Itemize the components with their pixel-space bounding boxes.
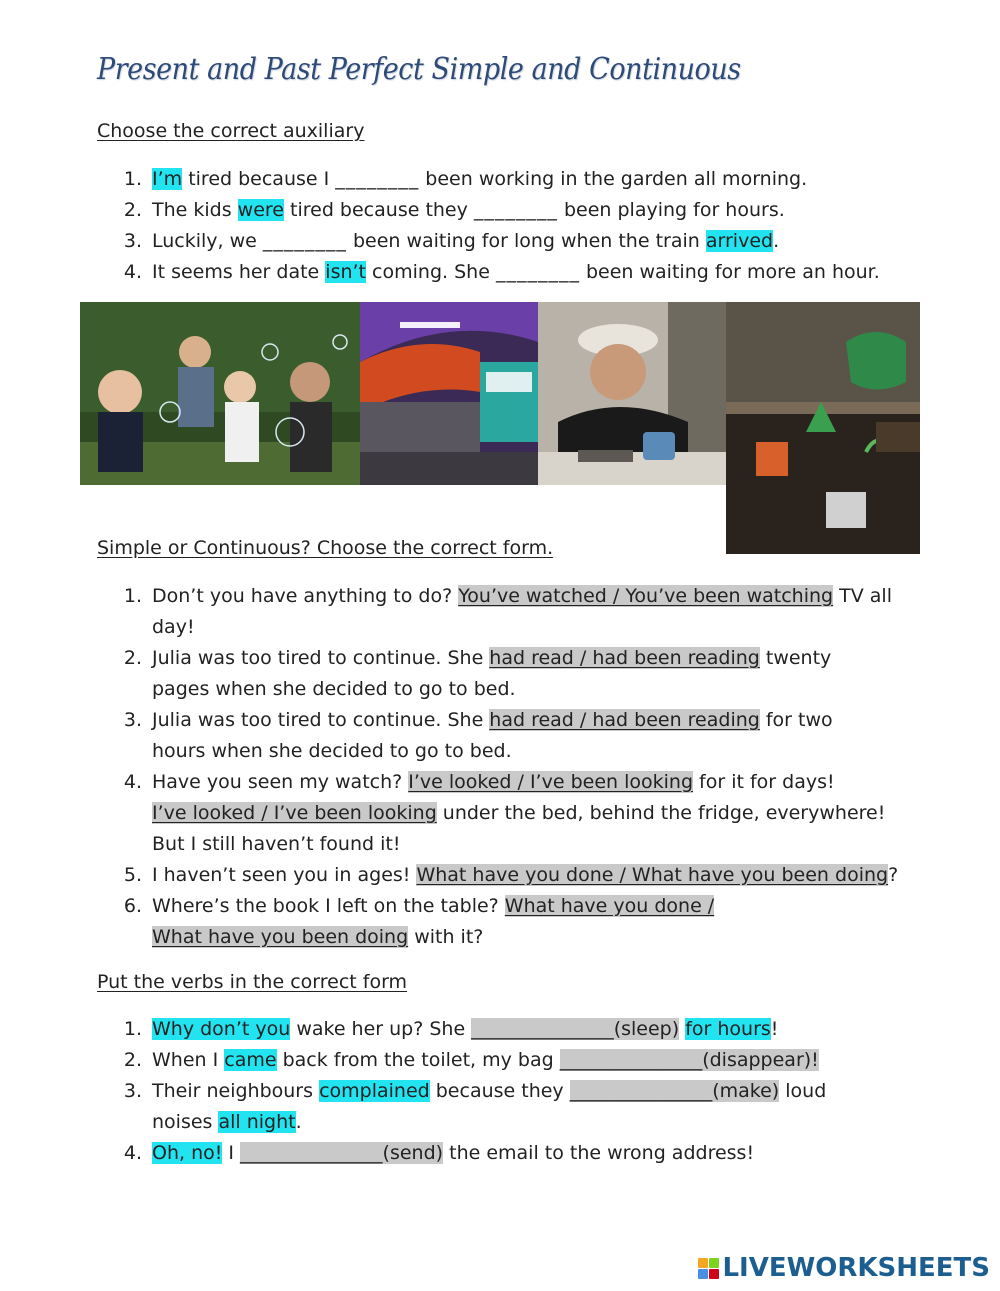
choice-option[interactable]: What have you done / What have you been doing [416,864,889,886]
list-item-continued: day! [152,616,195,638]
list-item: 3. Julia was too tired to continue. She had read / had been reading for two [123,709,833,731]
list-item-continued: I’ve looked / I’ve been looking under the bed, behind the fridge, everywhere! [152,802,886,824]
highlight: all night [218,1111,296,1133]
metro-station-photo [360,302,538,485]
answer-blank[interactable]: ________ [473,199,558,221]
woman-waiting-photo [538,302,726,485]
section2-heading: Simple or Continuous? Choose the correct form. [97,537,554,559]
highlight: I’m [152,168,183,190]
page-title: Present and Past Perfect Simple and Continuous [97,52,741,87]
liveworksheets-logo: LIVEWORKSHEETS [698,1253,990,1283]
verb-gap-input[interactable]: _______________(send) [240,1142,444,1164]
list-item-continued: noises all night. [152,1111,302,1133]
answer-blank[interactable]: ________ [335,168,420,190]
photo-strip [80,302,920,554]
highlight: arrived [705,230,774,252]
list-item: 4. Oh, no! I _______________(send) the email to the wrong address! [123,1142,755,1164]
list-item-continued: What have you been doing with it? [152,926,484,948]
list-item-continued: pages when she decided to go to bed. [152,678,516,700]
section2-list [123,581,899,953]
list-item: 3. Their neighbours complained because they _______________(make) loud [123,1080,827,1102]
list-item: 1. Why don’t you wake her up? She _______________(sleep) for hours! [123,1018,779,1040]
highlight: were [237,199,284,221]
list-item: 3. Luckily, we ________ been waiting for long when the train arrived. [123,230,780,252]
logo-grid-icon [698,1258,719,1279]
section1-list [123,164,880,288]
choice-option[interactable]: I’ve looked / I’ve been looking [408,771,693,793]
list-item: 2. The kids were tired because they ________ been playing for hours. [123,199,785,221]
list-item: 5. I haven’t seen you in ages! What have you done / What have you been doing? [123,864,899,886]
highlight: came [224,1049,277,1071]
verb-gap-input[interactable]: _______________(disappear)! [559,1049,819,1071]
section3-list [123,1014,827,1169]
list-item-continued: But I still haven’t found it! [152,833,401,855]
choice-option[interactable]: What have you been doing [152,926,409,948]
highlight: complained [319,1080,430,1102]
section3-heading: Put the verbs in the correct form [97,971,408,993]
list-item: 1. I’m tired because I ________ been working in the garden all morning. [123,168,808,190]
answer-blank[interactable]: ________ [262,230,347,252]
list-item: 6. Where’s the book I left on the table? What have you done / [123,895,715,917]
section1-heading: Choose the correct auxiliary [97,120,365,142]
verb-gap-input[interactable]: _______________(make) [569,1080,780,1102]
answer-blank[interactable]: ________ [495,261,580,283]
highlight: for hours [685,1018,771,1040]
verb-gap-input[interactable]: _______________(sleep) [471,1018,680,1040]
highlight: Oh, no! [152,1142,223,1164]
gardening-photo [726,302,920,554]
list-item: 2. Julia was too tired to continue. She had read / had been reading twenty [123,647,832,669]
highlight: isn’t [325,261,367,283]
choice-option[interactable]: I’ve looked / I’ve been looking [152,802,437,824]
list-item: 2. When I came back from the toilet, my bag _______________(disappear)! [123,1049,819,1071]
choice-option[interactable]: You’ve watched / You’ve been watching [458,585,834,607]
choice-option[interactable]: had read / had been reading [489,647,760,669]
choice-option[interactable]: What have you done / [504,895,715,917]
list-item: 4. It seems her date isn’t coming. She ________ been waiting for more an hour. [123,261,880,283]
kids-bubbles-photo [80,302,360,485]
choice-option[interactable]: had read / had been reading [489,709,760,731]
highlight: Why don’t you [152,1018,291,1040]
list-item: 4. Have you seen my watch? I’ve looked / I’ve been looking for it for days! [123,771,835,793]
list-item-continued: hours when she decided to go to bed. [152,740,512,762]
list-item: 1. Don’t you have anything to do? You’ve watched / You’ve been watching TV all [123,585,892,607]
